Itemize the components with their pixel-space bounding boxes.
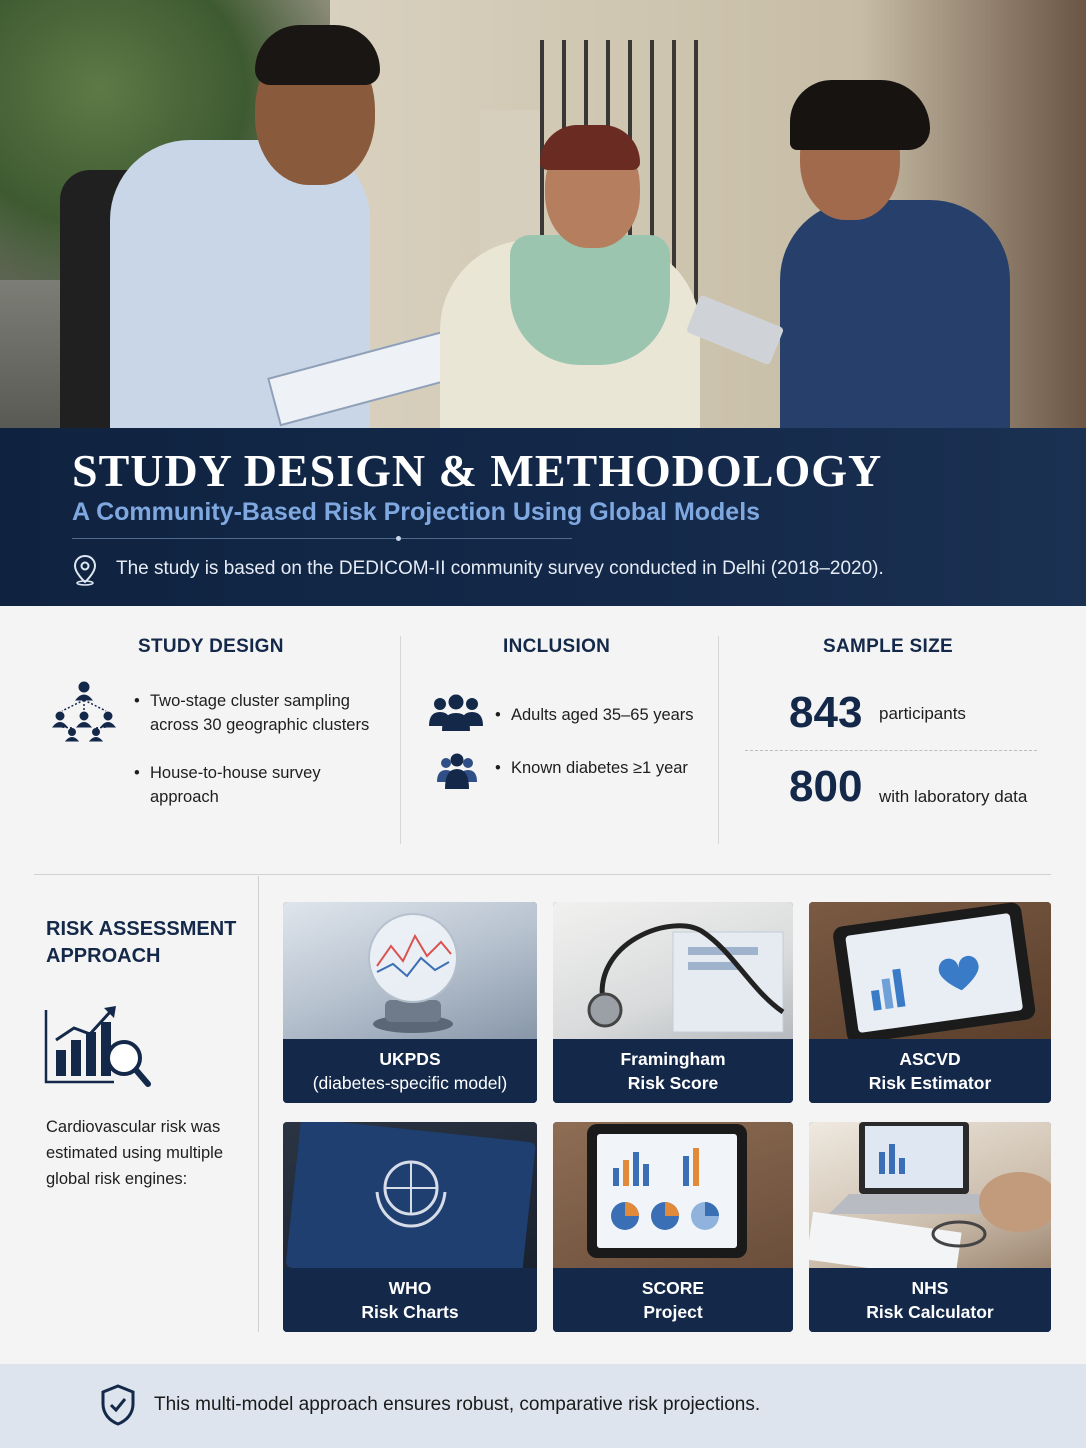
crystal-ball-shape — [363, 906, 463, 1036]
shield-check-icon — [100, 1384, 136, 1426]
risk-heading-line2: APPROACH — [46, 945, 161, 967]
dupatta-scarf — [510, 235, 670, 365]
surveyor-woman — [780, 200, 1010, 428]
surveyor-woman-hair — [790, 80, 930, 150]
inclusion-bullet-2 — [495, 756, 711, 780]
model-card-framingham — [553, 902, 793, 1103]
footer-banner — [0, 1364, 1086, 1448]
model-subtitle: Risk Estimator — [868, 1073, 992, 1093]
model-card-ascvd — [809, 902, 1051, 1103]
model-name: NHS — [911, 1278, 949, 1298]
who-book-shape — [283, 1122, 537, 1270]
model-card-score — [553, 1122, 793, 1332]
model-name: Framingham — [620, 1049, 726, 1069]
tablet-heart-photo — [809, 902, 1051, 1041]
design-bullet-1-line1: Two-stage cluster sampling — [150, 692, 350, 710]
page-subtitle: A Community-Based Risk Projection Using Global Models — [72, 498, 761, 526]
design-bullet-2-line2: approach — [150, 788, 219, 806]
stethoscope-photo — [553, 902, 793, 1041]
model-card-ukpds — [283, 902, 537, 1103]
participants-label: participants — [879, 704, 966, 723]
sample-divider — [745, 750, 1037, 751]
crystal-ball-photo — [283, 902, 537, 1041]
design-bullet-2-line1: House-to-house survey — [150, 764, 321, 782]
respondent-woman-hair — [540, 125, 640, 170]
risk-assessment-heading — [46, 916, 236, 970]
laptop-desk-shape — [809, 1122, 1051, 1270]
location-pin-icon — [72, 554, 98, 586]
model-caption — [809, 1039, 1051, 1103]
risk-assessment-description: Cardiovascular risk was estimated using multiple global risk engines: — [46, 1118, 224, 1188]
model-subtitle: Risk Charts — [361, 1302, 459, 1322]
person-group-icon — [436, 752, 478, 790]
surveyor-man-hair — [255, 25, 380, 85]
sample-size-heading: SAMPLE SIZE — [823, 636, 953, 657]
design-bullet-1 — [134, 689, 390, 737]
model-subtitle: (diabetes-specific model) — [312, 1073, 508, 1093]
column-divider — [400, 636, 401, 844]
section-divider — [34, 874, 1051, 875]
laptop-desk-photo — [809, 1122, 1051, 1270]
risk-heading-line1: RISK ASSESSMENT — [46, 918, 237, 940]
footer-text: This multi-model approach ensures robust, comparative risk projections. — [154, 1394, 761, 1415]
risk-column-divider — [258, 876, 259, 1332]
study-source-note: The study is based on the DEDICOM-II community survey conducted in Delhi (2018–2020). — [116, 558, 884, 579]
divider-dot — [396, 536, 401, 541]
model-subtitle: Project — [643, 1302, 703, 1322]
inclusion-bullet-1 — [495, 703, 711, 727]
title-divider — [72, 538, 572, 539]
model-name: UKPDS — [379, 1049, 441, 1069]
page-title: STUDY DESIGN & METHODOLOGY — [72, 445, 883, 496]
tablet-heart-shape — [809, 902, 1051, 1041]
inclusion-heading: INCLUSION — [503, 636, 611, 657]
design-bullet-1-line2: across 30 geographic clusters — [150, 716, 370, 734]
bullet-dot: • — [495, 759, 501, 777]
laboratory-count: 800 — [789, 762, 863, 811]
laboratory-label: with laboratory data — [879, 787, 1028, 806]
tablet-charts-photo — [553, 1122, 793, 1270]
chart-magnifier-icon — [44, 1002, 152, 1092]
stethoscope-shape — [553, 902, 793, 1041]
model-card-nhs — [809, 1122, 1051, 1332]
design-bullet-2 — [134, 761, 390, 809]
model-name: ASCVD — [899, 1049, 961, 1069]
bullet-dot: • — [495, 706, 501, 724]
model-caption — [553, 1268, 793, 1332]
cluster-network-icon — [50, 680, 118, 742]
title-band — [0, 428, 1086, 606]
model-name: WHO — [388, 1278, 432, 1298]
model-subtitle: Risk Calculator — [866, 1302, 994, 1322]
model-caption — [283, 1268, 537, 1332]
model-name: SCORE — [641, 1278, 705, 1298]
study-design-heading: STUDY DESIGN — [138, 636, 284, 657]
participants-count: 843 — [789, 688, 863, 737]
hero-photo — [0, 0, 1086, 428]
bullet-dot: • — [134, 692, 140, 710]
who-book-photo — [283, 1122, 537, 1270]
column-divider — [718, 636, 719, 844]
group-icon — [428, 694, 484, 732]
inclusion-bullet-2-text: Known diabetes ≥1 year — [511, 759, 688, 777]
inclusion-bullet-1-text: Adults aged 35–65 years — [511, 706, 694, 724]
model-caption — [553, 1039, 793, 1103]
tablet-charts-shape — [553, 1122, 793, 1270]
model-subtitle: Risk Score — [627, 1073, 719, 1093]
model-card-who — [283, 1122, 537, 1332]
model-caption — [809, 1268, 1051, 1332]
model-caption — [283, 1039, 537, 1103]
bullet-dot: • — [134, 764, 140, 782]
